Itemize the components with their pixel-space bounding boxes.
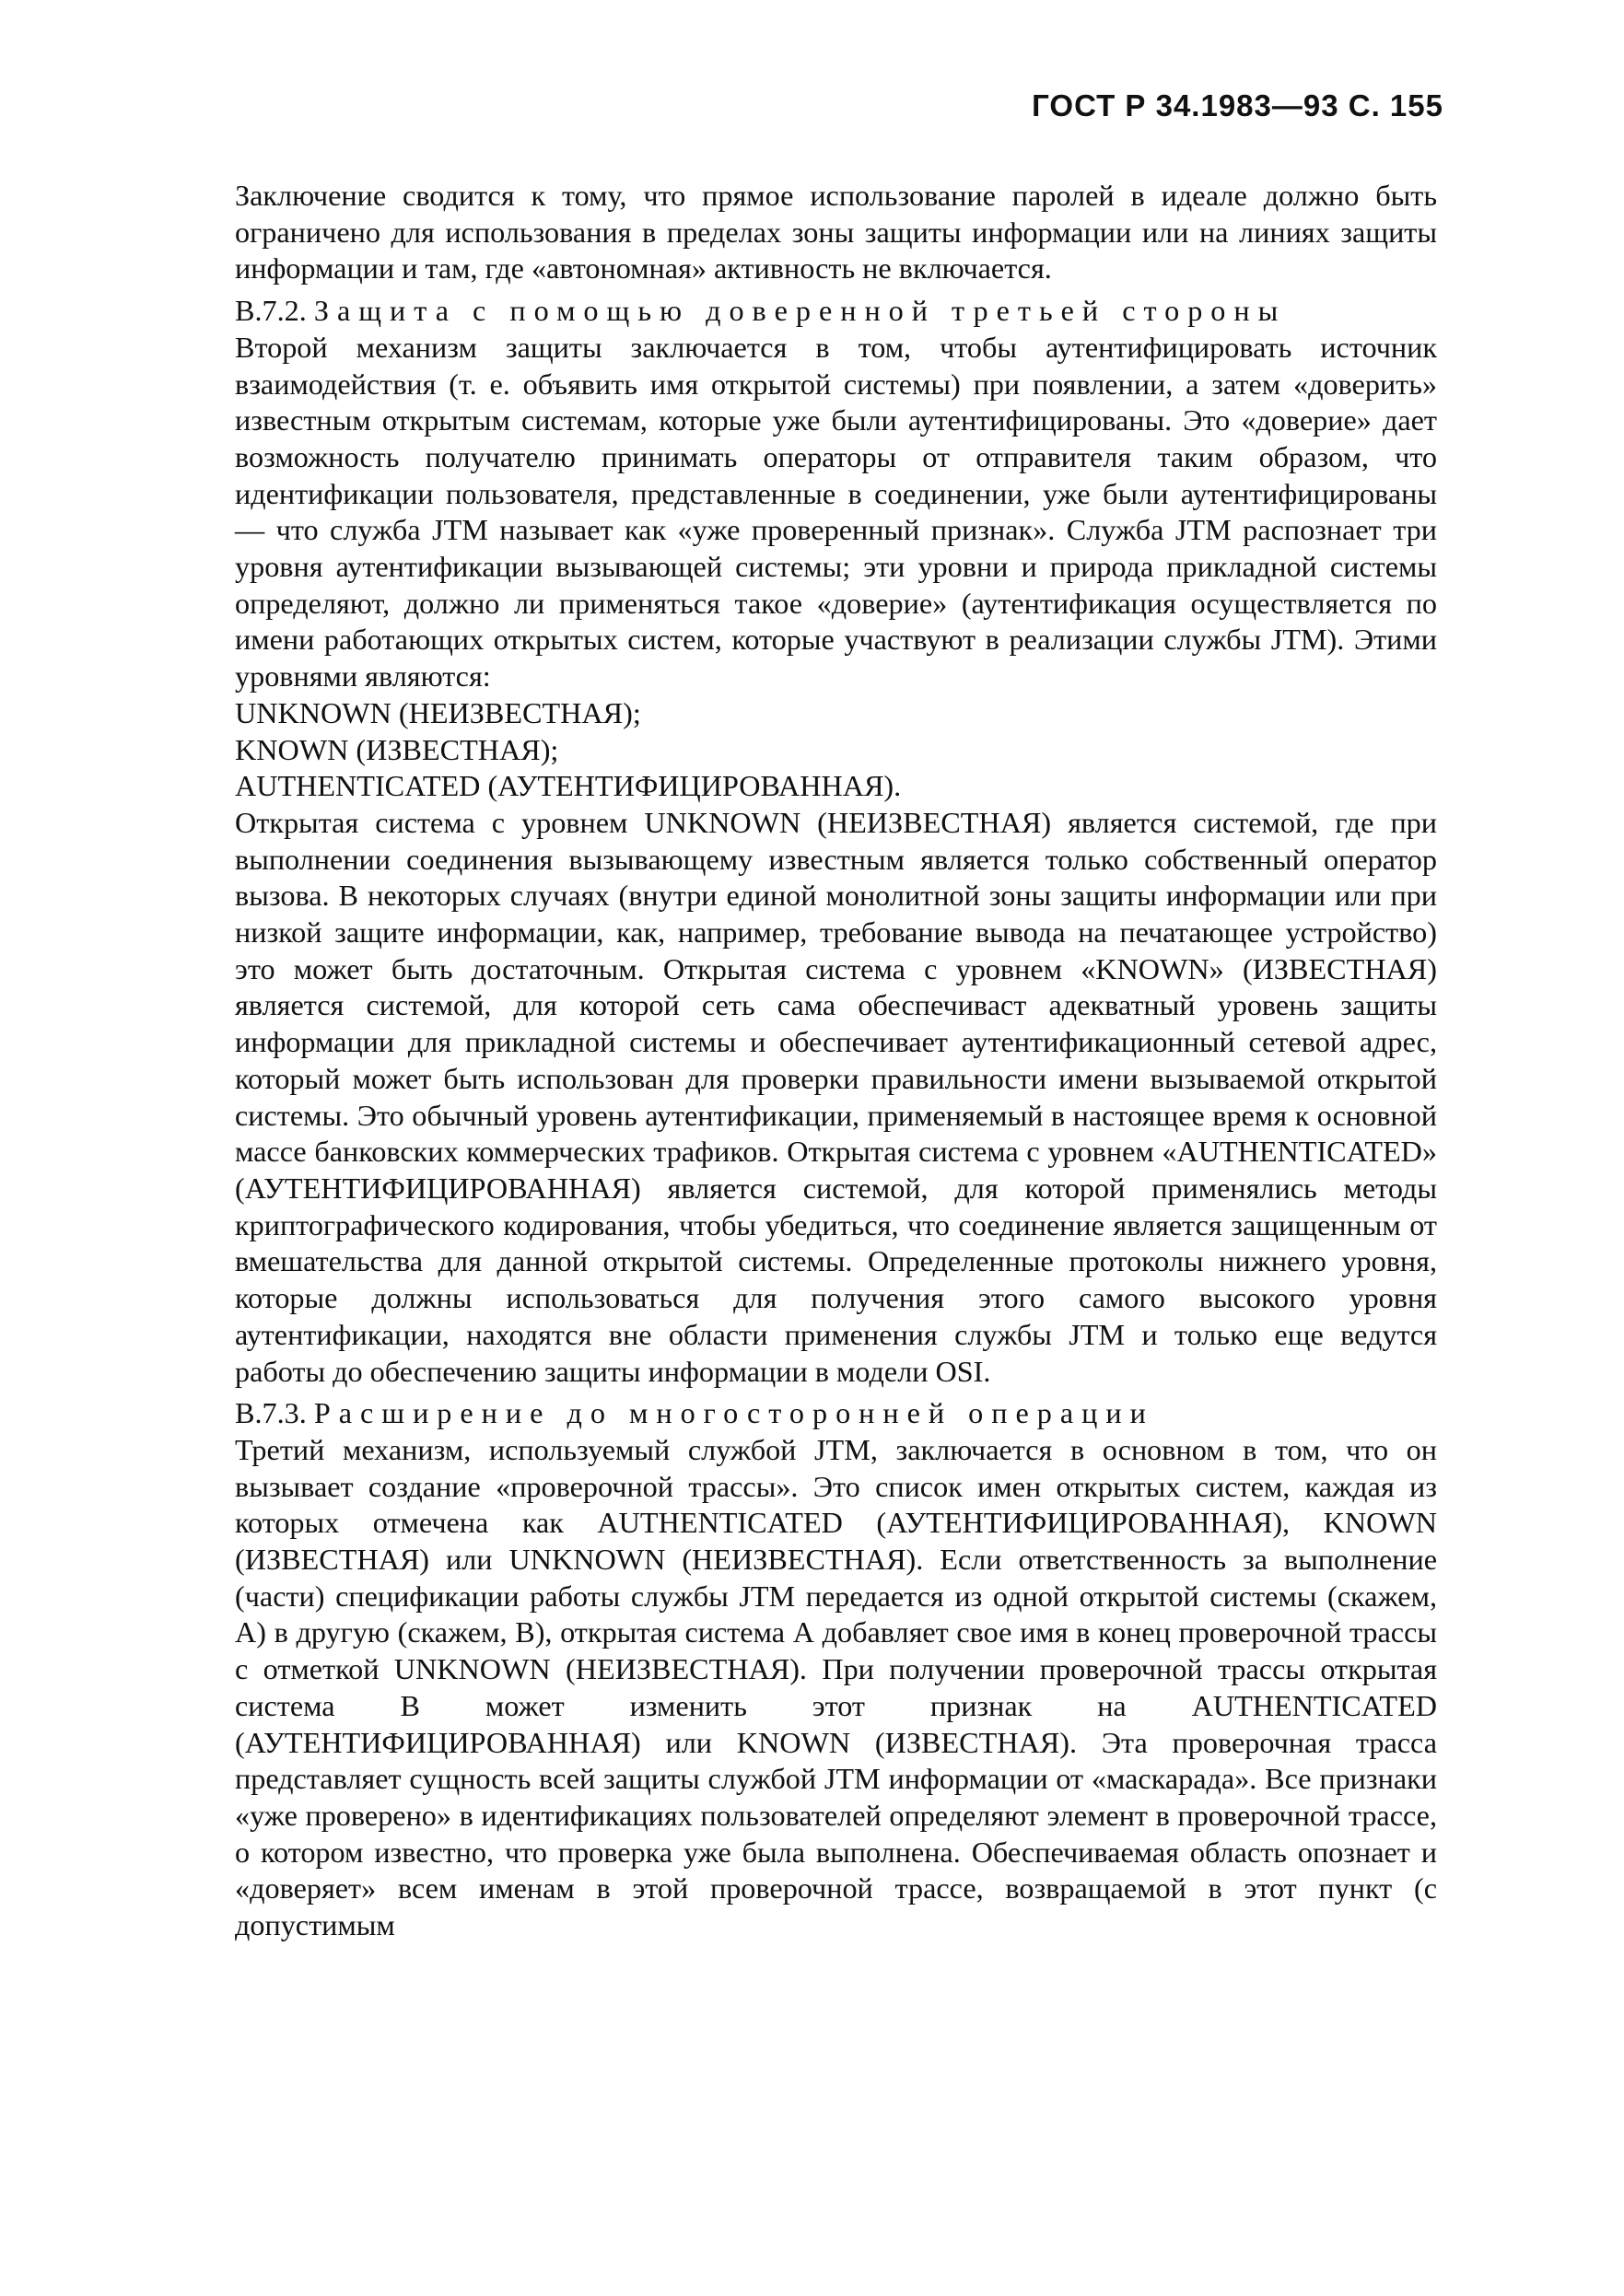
level-authenticated: AUTHENTICATED (АУТЕНТИФИЦИРОВАННАЯ). [235,769,902,803]
section-title: Защита с помощью доверенной третьей стороны [313,294,1287,328]
section-title: Расширение до многосторонней операции [313,1396,1154,1430]
section-heading-b73 [235,1395,1437,1432]
document-body [235,178,1437,1944]
section-number: В.7.3. [235,1396,307,1430]
paragraph-third-mechanism: Третий механизм, используемый службой JTM, заключается в основном в том, что он вызывает создание «проверочной трассы». Это список имен открытых систем, каждая из которых отмечена как AUTHENTICATED (АУТЕНТИФИЦИРОВАННАЯ), KNOWN (ИЗВЕСТНАЯ) или UNKNOWN (НЕИЗВЕСТНАЯ). Если ответственность за выполнение (части) спецификации работы службы JTM передается из одной открытой системы (скажем, А) в другую (скажем, В), открытая система А добавляет свое имя в конец проверочной трассы с отметкой UNKNOWN (НЕИЗВЕСТНАЯ). При получении проверочной трассы открытая система В может изменить этот признак на AUTHENTICATED (АУТЕНТИФИЦИРОВАННАЯ) или KNOWN (ИЗВЕСТНАЯ). Эта проверочная трасса представляет сущность всей защиты службой JTM информации от «маскарада». Все признаки «уже проверено» в идентификациях пользователей определяют элемент в проверочной трассе, о котором известно, что проверка уже была выполнена. Обеспечиваемая область опознает и «доверяет» всем именам в этой проверочной трассе, возвращаемой в этот пункт (с допустимым [235,1432,1437,1942]
section-number: В.7.2. [235,294,307,328]
paragraph-levels-description: Открытая система с уровнем UNKNOWN (НЕИЗВЕСТНАЯ) является системой, где при выполнении соединения вызывающему известным является только собственный оператор вызова. В некоторых случаях (внутри единой монолитной зоны защиты информации или при низкой защите информации, как, например, требование вывода на печатающее устройство) это может быть достаточным. Открытая система с уровнем «KNOWN» (ИЗВЕСТНАЯ) является системой, для которой сеть сама обеспечиваст адекватный уровень защиты информации для прикладной системы и обеспечивает аутентификационный сетевой адрес, который может быть использован для проверки правильности имени вызываемой открытой системы. Это обычный уровень аутентификации, применяемый в настоящее время к основной массе банковских коммерческих трафиков. Открытая система с уровнем «AUTHENTICATED» (АУТЕНТИФИЦИРОВАННАЯ) является системой, для которой применялись методы криптографического кодирования, чтобы убедиться, что соединение является защищенным от вмешательства для данной открытой системы. Определенные протоколы нижнего уровня, которые должны использоваться для получения этого самого высокого уровня аутентификации, находятся вне области применения службы JTM и только еще ведутся работы до обеспечению защиты информации в модели OSI. [235,805,1437,1388]
level-unknown: UNKNOWN (НЕИЗВЕСТНАЯ); [235,695,641,729]
section-heading-b72 [235,293,1437,330]
level-known: KNOWN (ИЗВЕСТНАЯ); [235,732,559,766]
paragraph-second-mechanism: Второй механизм защиты заключается в том, чтобы аутентифицировать источник взаимодействия (т. е. объявить имя открытой системы) при появлении, а затем «доверить» известным открытым системам, которые уже были аутентифицированы. Это «доверие» дает возможность получателю принимать операторы от отправителя таким образом, что идентификации пользователя, представленные в соединении, уже были аутентифицированы — что служба JTM называет как «уже проверенный признак». Служба JTM распознает три уровня аутентификации вызывающей системы; эти уровни и природа прикладной системы определяют, должно ли применяться такое «доверие» (аутентификация осуществляется по имени работающих открытых систем, которые участвуют в реализации службы JTM). Этими уровнями являются: [235,330,1437,693]
paragraph-conclusion: Заключение сводится к тому, что прямое использование паролей в идеале должно быть ограничено для использования в пределах зоны защиты информации или на линиях защиты информации и там, где «автономная» активность не включается. [235,179,1437,286]
page-header: ГОСТ Р 34.1983—93 С. 155 [1032,88,1443,122]
